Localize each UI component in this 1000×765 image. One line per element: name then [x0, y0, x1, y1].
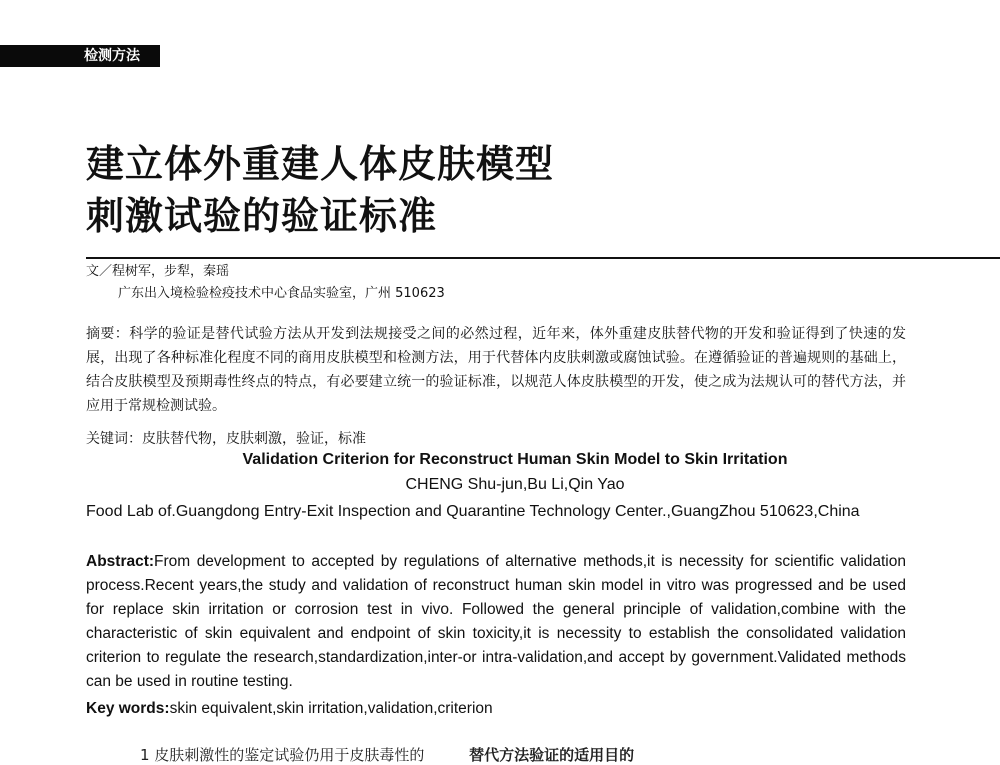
- authors-en: CHENG Shu-jun,Bu Li,Qin Yao: [405, 476, 625, 493]
- article-title: [86, 138, 554, 242]
- abstract-en: [86, 550, 906, 694]
- affiliation-en: Food Lab of.Guangdong Entry-Exit Inspection and Quarantine Technology Center.,GuangZhou 510623,China: [86, 503, 860, 520]
- article-title-line-2: 刺激试验的验证标准: [86, 193, 438, 238]
- abstract-cn-text: 科学的验证是替代试验方法从开发到法规接受之间的必然过程，近年来，体外重建皮肤替代物的开发和验证得到了快速的发展，出现了各种标准化程度不同的商用皮肤模型和检测方法，用于代替体内皮肤刺激或腐蚀试验。在遵循验证的普遍规则的基础上，结合皮肤模型及预期毒性终点的特点，有必要建立统一的验证标准，以规范人体皮肤模型的开发，使之成为法规认可的替代方法，并应用于常规检测试验。: [86, 326, 907, 414]
- abstract-cn-label: 摘要：: [86, 326, 130, 342]
- title-en: Validation Criterion for Reconstruct Human Skin Model to Skin Irritation: [242, 451, 788, 468]
- body-text-preview: [140, 744, 1000, 765]
- article-title-line-1: 建立体外重建人体皮肤模型: [86, 141, 555, 186]
- section-tag: 检测方法: [0, 45, 160, 67]
- keywords-en-text: skin equivalent,skin irritation,validation,criterion: [169, 700, 493, 717]
- abstract-cn: [86, 322, 906, 418]
- body-preview-heading: 替代方法验证的适用目的: [469, 746, 635, 764]
- keywords-cn-label: 关键词：: [86, 431, 142, 447]
- body-preview-left: 1 皮肤刺激性的鉴定试验仍用于皮肤毒性的: [140, 746, 425, 764]
- keywords-cn-text: 皮肤替代物，皮肤刺激，验证，标准: [142, 431, 366, 447]
- keywords-en: [86, 697, 493, 721]
- keywords-cn: [86, 428, 366, 450]
- abstract-en-text: From development to accepted by regulations of alternative methods,it is necessity for scientific validation process.Recent years,the study and validation of reconstruct human skin model in vitro was progressed and be used for replace skin irritation or corrosion test in vivo. Followed the general principle of validation,combine with the characteristic of skin equivalent and endpoint of skin toxicity,it is necessity to establish the consolidated validation criterion to regulate the research,standardization,inter-or intra-validation,and accept by government.Validated methods can be used in routine testing.: [86, 553, 906, 690]
- keywords-en-label: Key words:: [86, 700, 170, 717]
- title-divider: [86, 257, 1000, 259]
- authors-cn: 文／程树军，步犁，秦瑶: [86, 264, 230, 279]
- abstract-en-label: Abstract:: [86, 553, 155, 570]
- affiliation-cn: 广东出入境检验检疫技术中心食品实验室，广州 510623: [118, 286, 445, 301]
